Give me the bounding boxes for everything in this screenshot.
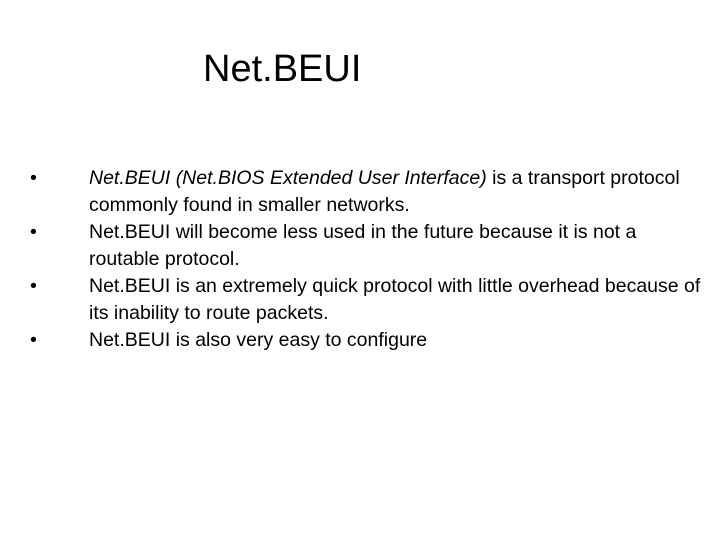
bullet-item (30, 273, 710, 327)
bullet-item (30, 327, 710, 354)
bullet-item (30, 219, 710, 273)
bullet-icon: • (30, 329, 37, 351)
bullet-text: is a transport protocol commonly found in smaller networks. (89, 167, 680, 216)
bullet-icon: • (30, 275, 37, 297)
bullet-icon: • (30, 221, 37, 243)
bullet-icon: • (30, 167, 37, 189)
bullet-italic-text: Net.BEUI (Net.BIOS Extended User Interface) (89, 167, 487, 189)
bullet-text: Net.BEUI is also very easy to configure (89, 329, 428, 351)
bullet-item (30, 165, 710, 219)
slide-title: Net.BEUI (203, 48, 362, 90)
bullet-list (30, 165, 710, 354)
bullet-text: Net.BEUI will become less used in the future because it is not a routable protocol. (89, 221, 637, 270)
bullet-text: Net.BEUI is an extremely quick protocol with little overhead because of its inability to route packets. (89, 275, 701, 324)
